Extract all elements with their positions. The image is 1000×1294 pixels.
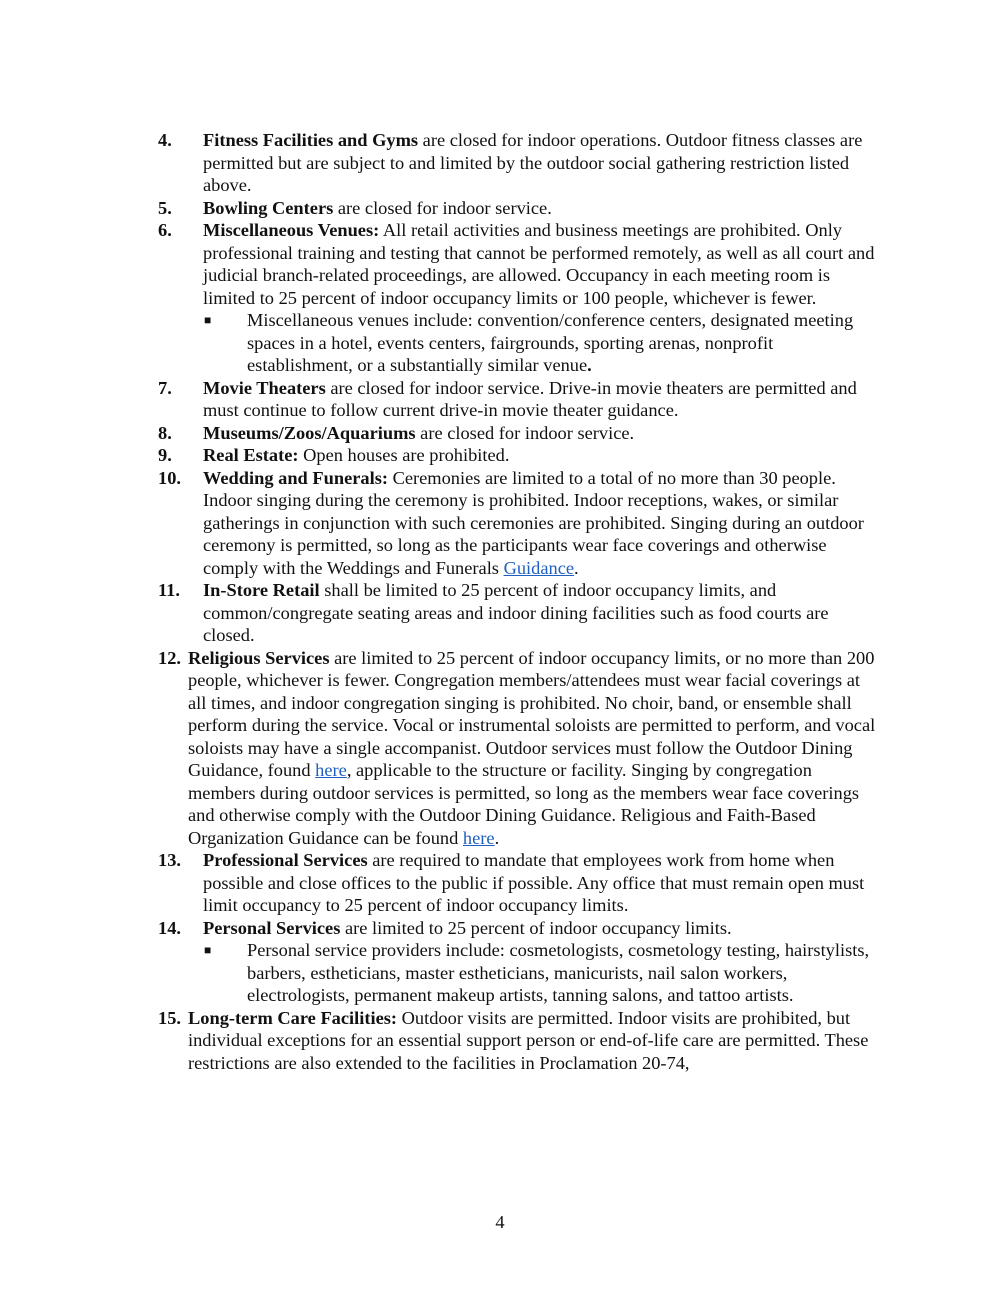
item-heading: In-Store Retail — [203, 580, 320, 600]
faith-based-guidance-link[interactable]: here — [462, 827, 495, 848]
item-number: 5. — [158, 197, 172, 218]
outdoor-dining-guidance-link[interactable]: here — [315, 760, 347, 780]
item-text: are required to mandate that employees work from home when possible and close offices to the public if possible. Any office that must remain open must limit occupancy to 25 percent of indoor occupancy limits. — [203, 850, 865, 915]
item-heading: Long-term Care Facilities: — [188, 1007, 398, 1028]
item-number: 12. — [158, 647, 181, 668]
item-text: Open houses are prohibited. — [298, 445, 510, 465]
item-text: Outdoor visits are permitted. Indoor visits are prohibited, but individual exceptions for an essential support person or end-of-life care are permitted. These restrictions are also extended to the facilities in Proclamation 20-74, — [188, 1007, 869, 1073]
sub-bullet-text: Miscellaneous venues include: convention/conference centers, designated meeting spaces in a hotel, events centers, fairgrounds, sporting arenas, nonprofit establishment, or a substantially similar venue — [247, 310, 854, 375]
square-bullet-icon: ■ — [204, 943, 212, 957]
item-number: 8. — [158, 422, 172, 443]
item-text: are closed for indoor service. — [333, 197, 552, 218]
item-number: 4. — [158, 130, 172, 150]
list-item-9 — [158, 444, 878, 467]
item-heading: Museums/Zoos/Aquariums — [203, 422, 416, 443]
list-item-8 — [158, 422, 878, 445]
item-heading: Wedding and Funerals: — [203, 467, 388, 488]
list-item-13 — [158, 849, 878, 917]
list-item-4 — [158, 129, 878, 197]
item-text-mid: , applicable to the structure or facility. Singing by congregation members during outdoor services is permitted, so long as the members wear face coverings and otherwise comply with the Outdoor Dining Guidance. Religious and Faith-Based Organization Guidance can be found — [188, 760, 860, 848]
list-item-12 — [158, 647, 878, 850]
item-text: are closed for indoor operations. Outdoor fitness classes are permitted but are subject to and limited by the outdoor social gathering restriction listed above. — [203, 130, 863, 195]
list-item-11 — [158, 579, 878, 647]
item-text: All retail activities and business meetings are prohibited. Only professional training and testing that cannot be performed remotely, as well as all court and judicial branch-related proceedings, are allowed. Occupancy in each meeting room is limited to 25 percent of indoor occupancy limits or 100 people, whichever is fewer. — [203, 220, 875, 308]
item-text: are limited to 25 percent of indoor occupancy limits. — [340, 917, 732, 938]
item-heading: Professional Services — [203, 850, 368, 870]
list-item-10 — [158, 467, 878, 580]
item-heading: Personal Services — [203, 917, 341, 938]
sub-bullet-text: Personal service providers include: cosmetologists, cosmetology testing, hairstylists, barbers, estheticians, master estheticians, manicurists, nail salon workers, electrologists, permanent makeup artists, tanning salons, and tattoo artists. — [247, 940, 870, 1005]
sub-bullet-personal-services — [158, 939, 878, 1007]
page-number: 4 — [495, 1212, 505, 1232]
item-number: 13. — [158, 850, 181, 870]
sub-bullet-misc-venues — [158, 309, 878, 377]
list-item-5 — [158, 197, 878, 220]
document-body — [158, 129, 878, 1074]
list-item-15 — [158, 1007, 878, 1075]
list-item-14 — [158, 917, 878, 940]
item-number: 15. — [158, 1007, 181, 1028]
item-text: are closed for indoor service. — [415, 422, 635, 443]
item-number: 10. — [158, 467, 181, 488]
item-heading: Fitness Facilities and Gyms — [203, 130, 419, 150]
square-bullet-icon: ■ — [204, 313, 212, 327]
item-text: Ceremonies are limited to a total of no more than 30 people. Indoor singing during the ceremony is prohibited. Indoor receptions, wakes, or similar gatherings in conjunction with such ceremonies are prohibited. Singing during an outdoor ceremony is permitted, so long as the participants wear face coverings and otherwise comply with the Weddings and Funerals — [203, 467, 864, 578]
item-heading: Movie Theaters — [203, 377, 326, 398]
item-heading: Religious Services — [188, 647, 330, 668]
item-number: 14. — [158, 917, 181, 938]
item-heading: Miscellaneous Venues: — [203, 220, 380, 240]
item-number: 9. — [158, 445, 172, 465]
item-heading: Bowling Centers — [203, 197, 334, 218]
item-text: shall be limited to 25 percent of indoor occupancy limits, and common/congregate seating areas and indoor dining facilities such as food courts are closed. — [203, 580, 829, 645]
item-number: 6. — [158, 220, 172, 240]
list-item-6 — [158, 219, 878, 309]
item-text: are limited to 25 percent of indoor occupancy limits, or no more than 200 people, whichever is fewer. Congregation members/attendees must wear facial coverings at all times, and indoor congregation singing is prohibited. No choir, band, or ensemble shall perform during the service. Vocal or instrumental soloists are permitted to perform, and vocal soloists may have a single accompanist. Outdoor services must follow the Outdoor Dining Guidance, found — [188, 647, 876, 780]
item-heading: Real Estate: — [203, 445, 299, 465]
guidance-link[interactable]: Guidance — [503, 557, 575, 578]
item-text-end: . — [494, 827, 500, 848]
item-text: are closed for indoor service. Drive-in movie theaters are permitted and must continue to follow current drive-in movie theater guidance. — [203, 377, 857, 420]
item-text-end: . — [574, 557, 579, 578]
item-number: 7. — [158, 377, 172, 398]
list-item-7 — [158, 377, 878, 422]
sub-bullet-period: . — [587, 355, 592, 375]
item-number: 11. — [158, 580, 180, 600]
